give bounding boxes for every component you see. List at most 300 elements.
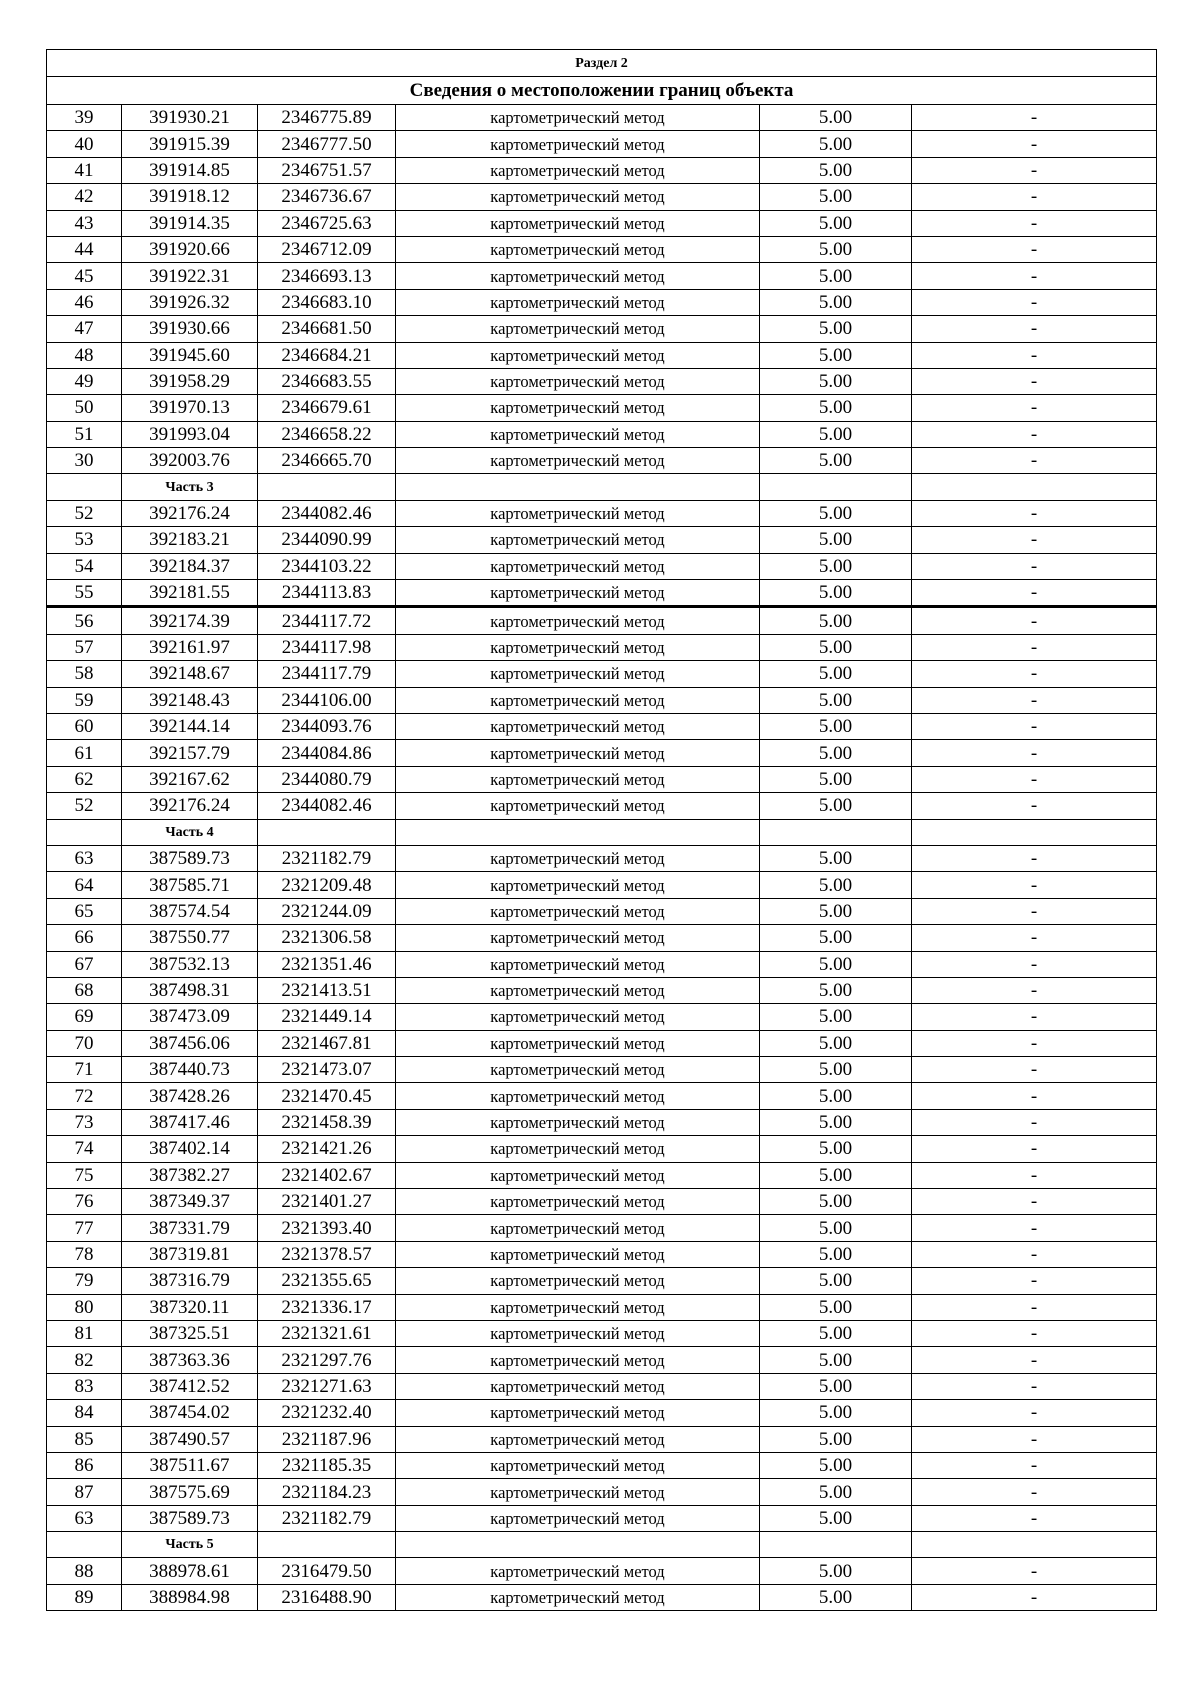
coord-x: 391958.29: [122, 368, 258, 394]
point-number: 76: [47, 1189, 122, 1215]
accuracy-cell: 5.00: [760, 1320, 912, 1346]
coord-y: 2346665.70: [258, 448, 396, 474]
method-cell: картометрический метод: [396, 1452, 760, 1478]
table-subtitle: Сведения о местоположении границ объекта: [47, 77, 1157, 105]
point-number: 48: [47, 342, 122, 368]
table-row: [47, 1558, 1157, 1584]
accuracy-cell: 5.00: [760, 580, 912, 607]
coord-y: 2344082.46: [258, 500, 396, 526]
method-cell: картометрический метод: [396, 500, 760, 526]
accuracy-cell: 5.00: [760, 1057, 912, 1083]
accuracy-cell: 5.00: [760, 1162, 912, 1188]
point-number: 54: [47, 553, 122, 579]
point-number: 45: [47, 263, 122, 289]
method-cell: картометрический метод: [396, 925, 760, 951]
table-row: [47, 845, 1157, 871]
method-cell: картометрический метод: [396, 289, 760, 315]
boundary-table: [46, 49, 1157, 1611]
accuracy-cell: 5.00: [760, 766, 912, 792]
table-row: [47, 1373, 1157, 1399]
accuracy-cell: 5.00: [760, 793, 912, 819]
point-number: 83: [47, 1373, 122, 1399]
coord-y: 2344117.72: [258, 607, 396, 634]
table-row: [47, 607, 1157, 634]
coord-x: 391945.60: [122, 342, 258, 368]
method-cell: картометрический метод: [396, 1505, 760, 1531]
note-cell: -: [912, 1268, 1157, 1294]
coord-x: 391918.12: [122, 184, 258, 210]
table-row: [47, 368, 1157, 394]
accuracy-cell: 5.00: [760, 1268, 912, 1294]
accuracy-cell: 5.00: [760, 527, 912, 553]
coord-x: 387417.46: [122, 1109, 258, 1135]
coord-x: 387589.73: [122, 845, 258, 871]
method-cell: картометрический метод: [396, 580, 760, 607]
accuracy-cell: 5.00: [760, 687, 912, 713]
coord-y: 2344106.00: [258, 687, 396, 713]
note-cell: -: [912, 316, 1157, 342]
coord-x: 391914.85: [122, 157, 258, 183]
table-row: [47, 898, 1157, 924]
method-cell: картометрический метод: [396, 1400, 760, 1426]
table-row: [47, 793, 1157, 819]
method-cell: картометрический метод: [396, 1057, 760, 1083]
point-number: 59: [47, 687, 122, 713]
empty-cell: [258, 819, 396, 845]
coord-x: 392184.37: [122, 553, 258, 579]
accuracy-cell: 5.00: [760, 1505, 912, 1531]
method-cell: картометрический метод: [396, 1347, 760, 1373]
note-cell: -: [912, 1294, 1157, 1320]
point-number: 86: [47, 1452, 122, 1478]
coord-x: 387532.13: [122, 951, 258, 977]
table-row: [47, 289, 1157, 315]
coord-y: 2316479.50: [258, 1558, 396, 1584]
point-number: 46: [47, 289, 122, 315]
coord-x: 387574.54: [122, 898, 258, 924]
note-cell: -: [912, 1004, 1157, 1030]
coord-x: 391915.39: [122, 131, 258, 157]
coord-y: 2321209.48: [258, 872, 396, 898]
empty-cell: [396, 819, 760, 845]
accuracy-cell: 5.00: [760, 289, 912, 315]
note-cell: -: [912, 1030, 1157, 1056]
accuracy-cell: 5.00: [760, 925, 912, 951]
accuracy-cell: 5.00: [760, 713, 912, 739]
note-cell: -: [912, 1320, 1157, 1346]
point-number: 42: [47, 184, 122, 210]
accuracy-cell: 5.00: [760, 342, 912, 368]
point-number: 52: [47, 500, 122, 526]
method-cell: картометрический метод: [396, 845, 760, 871]
coord-y: 2346681.50: [258, 316, 396, 342]
table-row: [47, 131, 1157, 157]
table-row: [47, 236, 1157, 262]
table-row: [47, 1584, 1157, 1610]
empty-cell: [258, 474, 396, 500]
coord-x: 387511.67: [122, 1452, 258, 1478]
method-cell: картометрический метод: [396, 793, 760, 819]
table-row: [47, 527, 1157, 553]
table-row: [47, 1320, 1157, 1346]
accuracy-cell: 5.00: [760, 236, 912, 262]
note-cell: -: [912, 951, 1157, 977]
accuracy-cell: 5.00: [760, 845, 912, 871]
coord-y: 2321182.79: [258, 845, 396, 871]
part-label: Часть 3: [122, 474, 258, 500]
accuracy-cell: 5.00: [760, 607, 912, 634]
note-cell: -: [912, 1558, 1157, 1584]
note-cell: -: [912, 925, 1157, 951]
coord-x: 387363.36: [122, 1347, 258, 1373]
coord-x: 391922.31: [122, 263, 258, 289]
point-number: 43: [47, 210, 122, 236]
coord-y: 2321187.96: [258, 1426, 396, 1452]
accuracy-cell: 5.00: [760, 1004, 912, 1030]
table-row: [47, 1452, 1157, 1478]
note-cell: -: [912, 1584, 1157, 1610]
point-number: 81: [47, 1320, 122, 1346]
accuracy-cell: 5.00: [760, 500, 912, 526]
note-cell: -: [912, 368, 1157, 394]
method-cell: картометрический метод: [396, 766, 760, 792]
accuracy-cell: 5.00: [760, 1136, 912, 1162]
accuracy-cell: 5.00: [760, 977, 912, 1003]
coord-y: 2344090.99: [258, 527, 396, 553]
method-cell: картометрический метод: [396, 553, 760, 579]
point-number: 70: [47, 1030, 122, 1056]
coord-x: 387331.79: [122, 1215, 258, 1241]
table-row: [47, 580, 1157, 607]
note-cell: -: [912, 1347, 1157, 1373]
coord-y: 2321297.76: [258, 1347, 396, 1373]
accuracy-cell: 5.00: [760, 1109, 912, 1135]
accuracy-cell: 5.00: [760, 368, 912, 394]
method-cell: картометрический метод: [396, 977, 760, 1003]
accuracy-cell: 5.00: [760, 740, 912, 766]
note-cell: -: [912, 289, 1157, 315]
note-cell: -: [912, 1109, 1157, 1135]
coord-x: 392183.21: [122, 527, 258, 553]
method-cell: картометрический метод: [396, 1162, 760, 1188]
note-cell: -: [912, 263, 1157, 289]
method-cell: картометрический метод: [396, 1584, 760, 1610]
note-cell: -: [912, 448, 1157, 474]
coord-y: 2321351.46: [258, 951, 396, 977]
coord-x: 387550.77: [122, 925, 258, 951]
point-number: 56: [47, 607, 122, 634]
method-cell: картометрический метод: [396, 263, 760, 289]
point-number: 79: [47, 1268, 122, 1294]
method-cell: картометрический метод: [396, 157, 760, 183]
coord-y: 2321421.26: [258, 1136, 396, 1162]
table-row: [47, 421, 1157, 447]
note-cell: -: [912, 580, 1157, 607]
method-cell: картометрический метод: [396, 1320, 760, 1346]
method-cell: картометрический метод: [396, 951, 760, 977]
coord-y: 2346725.63: [258, 210, 396, 236]
accuracy-cell: 5.00: [760, 898, 912, 924]
table-row: [47, 210, 1157, 236]
empty-cell: [47, 474, 122, 500]
point-number: 85: [47, 1426, 122, 1452]
part-header-row: [47, 474, 1157, 500]
coord-x: 387498.31: [122, 977, 258, 1003]
note-cell: -: [912, 105, 1157, 131]
accuracy-cell: 5.00: [760, 1347, 912, 1373]
coord-y: 2321393.40: [258, 1215, 396, 1241]
table-row: [47, 951, 1157, 977]
note-cell: -: [912, 131, 1157, 157]
table-row: [47, 1136, 1157, 1162]
method-cell: картометрический метод: [396, 527, 760, 553]
table-row: [47, 1004, 1157, 1030]
point-number: 88: [47, 1558, 122, 1584]
note-cell: -: [912, 713, 1157, 739]
coord-x: 387349.37: [122, 1189, 258, 1215]
coord-x: 387316.79: [122, 1268, 258, 1294]
method-cell: картометрический метод: [396, 687, 760, 713]
note-cell: -: [912, 1215, 1157, 1241]
point-number: 55: [47, 580, 122, 607]
coord-x: 387428.26: [122, 1083, 258, 1109]
coord-x: 392174.39: [122, 607, 258, 634]
point-number: 60: [47, 713, 122, 739]
coord-x: 387325.51: [122, 1320, 258, 1346]
point-number: 66: [47, 925, 122, 951]
note-cell: -: [912, 766, 1157, 792]
coord-y: 2321232.40: [258, 1400, 396, 1426]
accuracy-cell: 5.00: [760, 1452, 912, 1478]
coord-x: 391914.35: [122, 210, 258, 236]
coord-x: 392161.97: [122, 634, 258, 660]
point-number: 74: [47, 1136, 122, 1162]
method-cell: картометрический метод: [396, 316, 760, 342]
empty-cell: [47, 819, 122, 845]
coord-x: 388978.61: [122, 1558, 258, 1584]
note-cell: -: [912, 184, 1157, 210]
method-cell: картометрический метод: [396, 661, 760, 687]
point-number: 30: [47, 448, 122, 474]
coord-x: 387589.73: [122, 1505, 258, 1531]
note-cell: -: [912, 661, 1157, 687]
table-row: [47, 157, 1157, 183]
table-row: [47, 500, 1157, 526]
part-header-row: [47, 819, 1157, 845]
part-label: Часть 5: [122, 1532, 258, 1558]
point-number: 84: [47, 1400, 122, 1426]
section-title: Раздел 2: [47, 50, 1157, 77]
coord-y: 2346712.09: [258, 236, 396, 262]
method-cell: картометрический метод: [396, 634, 760, 660]
table-row: [47, 448, 1157, 474]
method-cell: картометрический метод: [396, 872, 760, 898]
accuracy-cell: 5.00: [760, 421, 912, 447]
note-cell: -: [912, 500, 1157, 526]
coord-y: 2321306.58: [258, 925, 396, 951]
coord-x: 387402.14: [122, 1136, 258, 1162]
coord-y: 2346658.22: [258, 421, 396, 447]
table-row: [47, 977, 1157, 1003]
note-cell: -: [912, 527, 1157, 553]
coord-x: 392167.62: [122, 766, 258, 792]
method-cell: картометрический метод: [396, 1004, 760, 1030]
empty-cell: [258, 1532, 396, 1558]
coord-y: 2321401.27: [258, 1189, 396, 1215]
note-cell: -: [912, 1452, 1157, 1478]
method-cell: картометрический метод: [396, 740, 760, 766]
table-row: [47, 687, 1157, 713]
accuracy-cell: 5.00: [760, 1294, 912, 1320]
coord-x: 387454.02: [122, 1400, 258, 1426]
table-row: [47, 1479, 1157, 1505]
accuracy-cell: 5.00: [760, 105, 912, 131]
coord-y: 2344103.22: [258, 553, 396, 579]
coord-y: 2316488.90: [258, 1584, 396, 1610]
method-cell: картометрический метод: [396, 448, 760, 474]
note-cell: -: [912, 342, 1157, 368]
coord-y: 2346751.57: [258, 157, 396, 183]
coord-y: 2346679.61: [258, 395, 396, 421]
table-row: [47, 342, 1157, 368]
method-cell: картометрический метод: [396, 421, 760, 447]
method-cell: картометрический метод: [396, 1558, 760, 1584]
method-cell: картометрический метод: [396, 210, 760, 236]
method-cell: картометрический метод: [396, 105, 760, 131]
empty-cell: [47, 1532, 122, 1558]
accuracy-cell: 5.00: [760, 1400, 912, 1426]
table-row: [47, 1189, 1157, 1215]
method-cell: картометрический метод: [396, 368, 760, 394]
coord-x: 391993.04: [122, 421, 258, 447]
method-cell: картометрический метод: [396, 898, 760, 924]
coord-x: 391920.66: [122, 236, 258, 262]
table-row: [47, 1400, 1157, 1426]
table-row: [47, 766, 1157, 792]
coord-x: 387319.81: [122, 1241, 258, 1267]
point-number: 58: [47, 661, 122, 687]
method-cell: картометрический метод: [396, 1083, 760, 1109]
coord-y: 2321470.45: [258, 1083, 396, 1109]
method-cell: картометрический метод: [396, 395, 760, 421]
point-number: 62: [47, 766, 122, 792]
accuracy-cell: 5.00: [760, 1479, 912, 1505]
coord-y: 2321185.35: [258, 1452, 396, 1478]
accuracy-cell: 5.00: [760, 1584, 912, 1610]
accuracy-cell: 5.00: [760, 1426, 912, 1452]
table-row: [47, 661, 1157, 687]
point-number: 73: [47, 1109, 122, 1135]
note-cell: -: [912, 872, 1157, 898]
coord-y: 2344117.79: [258, 661, 396, 687]
section-title-row: [47, 50, 1157, 77]
coord-y: 2321271.63: [258, 1373, 396, 1399]
table-row: [47, 1030, 1157, 1056]
accuracy-cell: 5.00: [760, 448, 912, 474]
coord-y: 2346775.89: [258, 105, 396, 131]
point-number: 80: [47, 1294, 122, 1320]
coord-x: 392176.24: [122, 500, 258, 526]
method-cell: картометрический метод: [396, 1215, 760, 1241]
coord-y: 2321458.39: [258, 1109, 396, 1135]
note-cell: -: [912, 1505, 1157, 1531]
note-cell: -: [912, 1426, 1157, 1452]
note-cell: -: [912, 1057, 1157, 1083]
point-number: 53: [47, 527, 122, 553]
coord-y: 2344084.86: [258, 740, 396, 766]
table-row: [47, 1505, 1157, 1531]
table-row: [47, 1057, 1157, 1083]
boundary-table-body: [47, 50, 1157, 1611]
method-cell: картометрический метод: [396, 1426, 760, 1452]
point-number: 64: [47, 872, 122, 898]
coord-y: 2346693.13: [258, 263, 396, 289]
coord-x: 387473.09: [122, 1004, 258, 1030]
point-number: 50: [47, 395, 122, 421]
coord-y: 2344093.76: [258, 713, 396, 739]
note-cell: -: [912, 210, 1157, 236]
note-cell: -: [912, 687, 1157, 713]
coord-x: 391930.21: [122, 105, 258, 131]
coord-x: 387382.27: [122, 1162, 258, 1188]
note-cell: -: [912, 157, 1157, 183]
coord-x: 387585.71: [122, 872, 258, 898]
point-number: 67: [47, 951, 122, 977]
empty-cell: [912, 819, 1157, 845]
coord-y: 2346683.55: [258, 368, 396, 394]
point-number: 52: [47, 793, 122, 819]
point-number: 89: [47, 1584, 122, 1610]
coord-x: 391926.32: [122, 289, 258, 315]
empty-cell: [396, 474, 760, 500]
coord-y: 2346777.50: [258, 131, 396, 157]
note-cell: -: [912, 1083, 1157, 1109]
accuracy-cell: 5.00: [760, 1030, 912, 1056]
method-cell: картометрический метод: [396, 131, 760, 157]
method-cell: картометрический метод: [396, 1241, 760, 1267]
coord-y: 2344080.79: [258, 766, 396, 792]
accuracy-cell: 5.00: [760, 157, 912, 183]
coord-y: 2321467.81: [258, 1030, 396, 1056]
accuracy-cell: 5.00: [760, 1241, 912, 1267]
point-number: 51: [47, 421, 122, 447]
method-cell: картометрический метод: [396, 1136, 760, 1162]
note-cell: -: [912, 845, 1157, 871]
coord-x: 387456.06: [122, 1030, 258, 1056]
empty-cell: [760, 819, 912, 845]
method-cell: картометрический метод: [396, 1030, 760, 1056]
coord-x: 392003.76: [122, 448, 258, 474]
accuracy-cell: 5.00: [760, 184, 912, 210]
note-cell: -: [912, 607, 1157, 634]
point-number: 68: [47, 977, 122, 1003]
subtitle-row: [47, 77, 1157, 105]
point-number: 71: [47, 1057, 122, 1083]
point-number: 49: [47, 368, 122, 394]
part-label: Часть 4: [122, 819, 258, 845]
point-number: 47: [47, 316, 122, 342]
note-cell: -: [912, 1189, 1157, 1215]
accuracy-cell: 5.00: [760, 131, 912, 157]
table-row: [47, 713, 1157, 739]
table-row: [47, 1294, 1157, 1320]
coord-x: 392144.14: [122, 713, 258, 739]
empty-cell: [912, 1532, 1157, 1558]
accuracy-cell: 5.00: [760, 951, 912, 977]
note-cell: -: [912, 898, 1157, 924]
point-number: 82: [47, 1347, 122, 1373]
table-row: [47, 872, 1157, 898]
